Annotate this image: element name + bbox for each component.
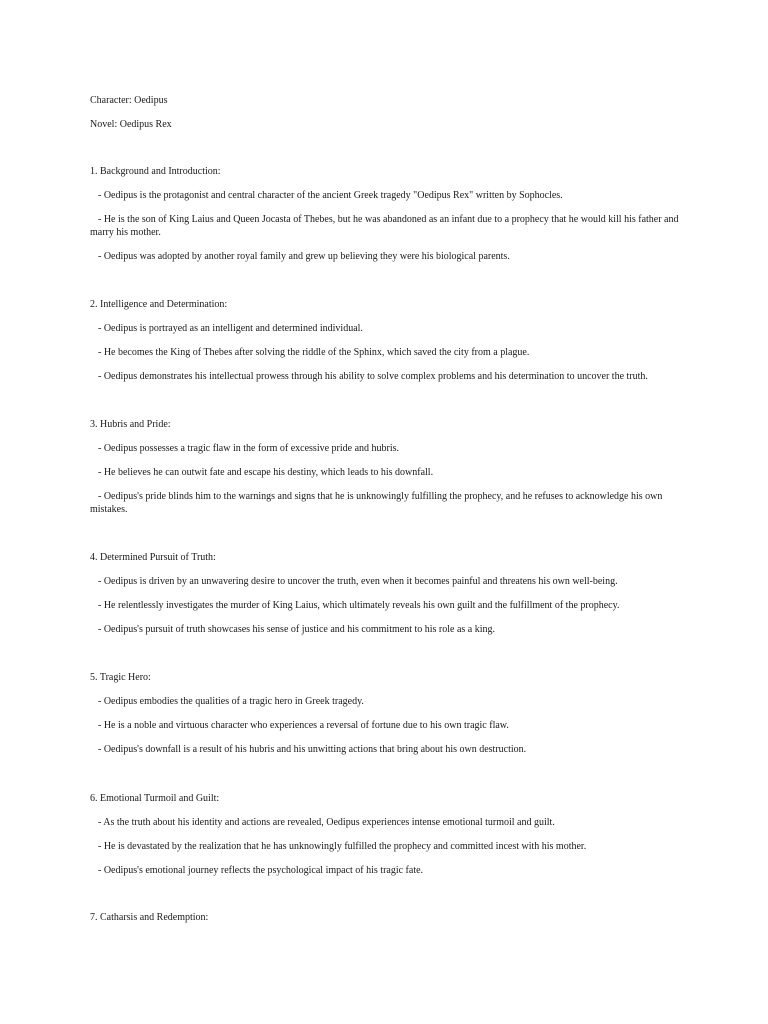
bullet-item: - Oedipus is portrayed as an intelligent and determined individual. [98, 323, 363, 334]
bullet-item: - Oedipus's emotional journey reflects the psychological impact of his tragic fate. [98, 865, 424, 876]
bullet-item: - Oedipus is the protagonist and central character of the ancient Greek tragedy "Oedipus Rex" written by Sophocles. [98, 190, 563, 201]
bullet-item: - He relentlessly investigates the murder of King Laius, which ultimately reveals his own guilt and the fulfillment of the prophecy. [98, 600, 620, 611]
section-heading: 4. Determined Pursuit of Truth: [90, 552, 216, 563]
section-heading: 2. Intelligence and Determination: [90, 299, 228, 310]
bullet-item: - Oedipus demonstrates his intellectual prowess through his ability to solve complex problems and his determination to uncover the truth. [98, 371, 648, 382]
character-line: Character: Oedipus [90, 95, 168, 106]
bullet-item: - Oedipus's downfall is a result of his hubris and his unwitting actions that bring about his own destruction. [98, 744, 527, 755]
bullet-item: - As the truth about his identity and actions are revealed, Oedipus experiences intense emotional turmoil and guilt. [98, 817, 555, 828]
bullet-item: - He becomes the King of Thebes after solving the riddle of the Sphinx, which saved the city from a plague. [98, 347, 530, 358]
bullet-item: - Oedipus's pride blinds him to the warnings and signs that he is unknowingly fulfilling the prophecy, and he refuses to acknowledge his own mistakes. [90, 491, 663, 515]
section-heading: 5. Tragic Hero: [90, 672, 151, 683]
section-heading: 7. Catharsis and Redemption: [90, 912, 209, 923]
bullet-item: - Oedipus's pursuit of truth showcases his sense of justice and his commitment to his role as a king. [98, 624, 496, 635]
bullet-item: - Oedipus was adopted by another royal family and grew up believing they were his biological parents. [98, 251, 510, 262]
bullet-item: - He is devastated by the realization that he has unknowingly fulfilled the prophecy and committed incest with his mother. [98, 841, 587, 852]
novel-line: Novel: Oedipus Rex [90, 119, 172, 130]
bullet-item: - Oedipus is driven by an unwavering desire to uncover the truth, even when it becomes painful and threatens his own well-being. [98, 576, 618, 587]
bullet-item: - He is the son of King Laius and Queen Jocasta of Thebes, but he was abandoned as an infant due to a prophecy that he would kill his father and marry his mother. [90, 214, 679, 238]
bullet-item: - He believes he can outwit fate and escape his destiny, which leads to his downfall. [98, 467, 434, 478]
bullet-item: - Oedipus embodies the qualities of a tragic hero in Greek tragedy. [98, 696, 364, 707]
section-heading: 3. Hubris and Pride: [90, 419, 171, 430]
bullet-item: - Oedipus possesses a tragic flaw in the form of excessive pride and hubris. [98, 443, 400, 454]
section-heading: 1. Background and Introduction: [90, 166, 221, 177]
section-heading: 6. Emotional Turmoil and Guilt: [90, 793, 220, 804]
bullet-item: - He is a noble and virtuous character who experiences a reversal of fortune due to his own tragic flaw. [98, 720, 509, 731]
